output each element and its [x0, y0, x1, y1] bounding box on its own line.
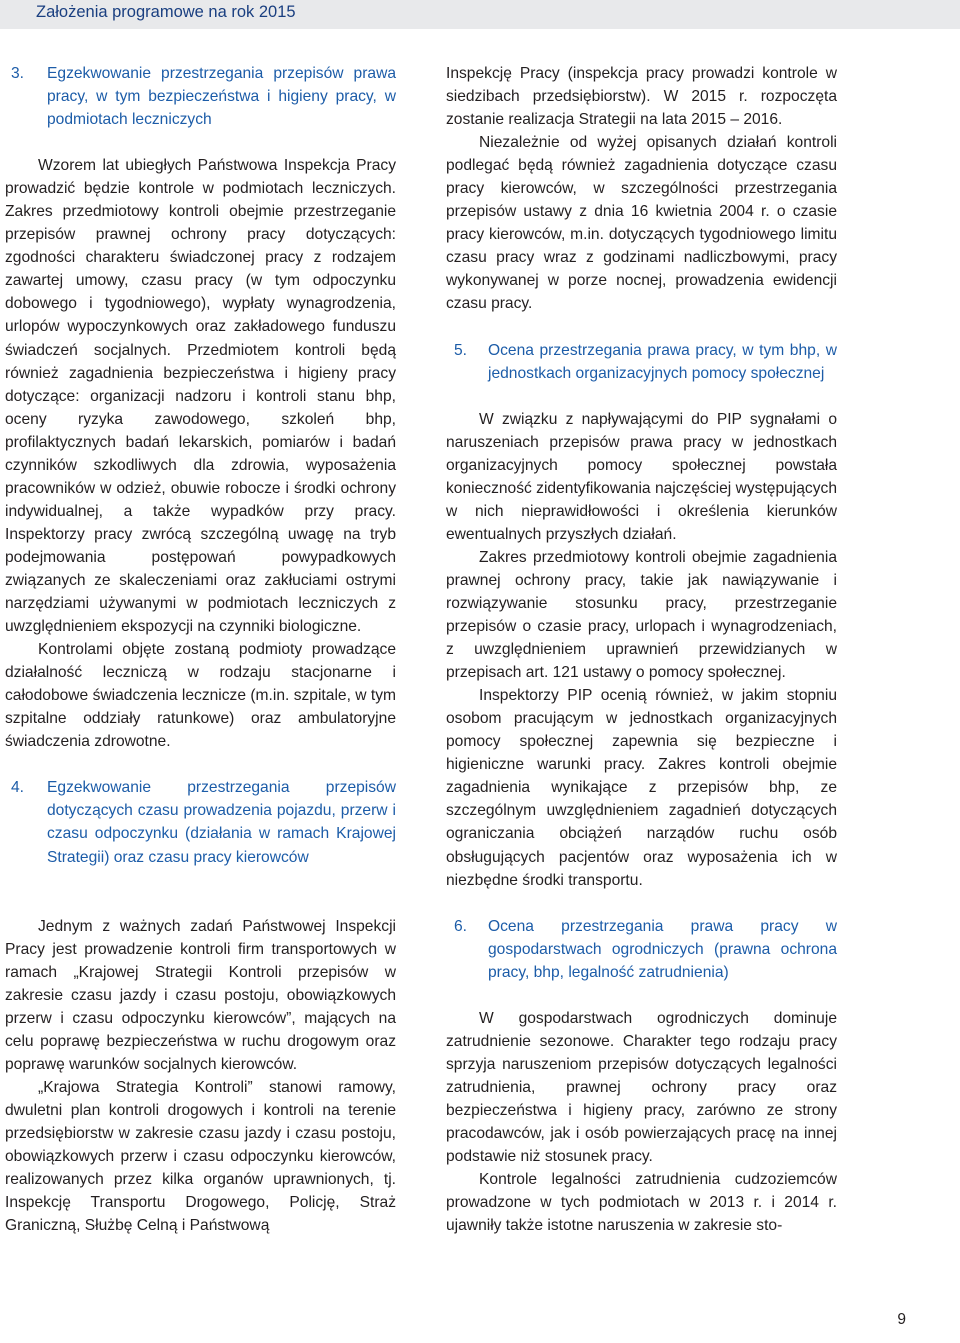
header-title: Założenia programowe na rok 2015: [36, 3, 296, 21]
section-title: Ocena przestrzegania prawa pracy, w tym bhp, w jednostkach organizacyjnych pomocy społecznej: [488, 341, 837, 382]
section-title: Egzekwowanie przestrzegania przepisów prawa pracy, w tym bezpieczeństwa i higieny pracy, w podmiotach leczniczych: [47, 65, 396, 129]
right-column: [446, 62, 837, 1237]
section-number: 3.: [11, 65, 25, 82]
section-number: 6.: [454, 917, 468, 935]
paragraph: Niezależnie od wyżej opisanych działań kontroli podlegać będą również zagadnienia dotyczące czasu pracy kierowców, w szczególności przestrzegania przepisów ustawy z dnia 16 kwietnia 2004 r. o czasie pracy kierowców, m.in. dotyczących tygodniowego limitu czasu pracy wraz z godzinami nadliczbowymi, pracy wykonywanej w porze nocnej, prowadzenia ewidencji czasu pracy.: [446, 134, 837, 313]
paragraph: Jednym z ważnych zadań Państwowej Inspekcji Pracy jest prowadzenie kontroli firm transportowych w ramach „Krajowej Strategii Kontroli przepisów w zakresie czasu jazdy i czasu postoju, obowiązkowych przerw i czasu odpoczynku kierowców”, mających na celu poprawę bezpieczeństwa w ruchu drogowym oraz poprawę warunków socjalnych kierowców.: [5, 917, 396, 1073]
section-title: Egzekwowanie przestrzegania przepisów dotyczących czasu prowadzenia pojazdu, przerw i czasu odpoczynku (działania w ramach Krajowej Strategii) oraz czasu pracy kierowców: [47, 779, 396, 866]
paragraph: W związku z napływającymi do PIP sygnałami o naruszeniach przepisów prawa pracy w jednostkach organizacyjnych pomocy społecznej powstała konieczność zidentyfikowania najczęściej występujących w nich nieprawidłowości i określenia kierunków ewentualnych przyszłych działań.: [446, 410, 837, 543]
section-4-heading: [5, 776, 396, 868]
section-number: 4.: [11, 779, 25, 797]
section-3-heading: [5, 62, 396, 131]
paragraph: Inspektorzy PIP ocenią również, w jakim stopniu osobom pracującym w jednostkach organizacyjnych pomocy społecznej zapewnia się bezpieczne i higieniczne warunki pracy. Zakres kontroli obejmie zagadnienia wynikające z przepisów bhp, ze szczególnym uwzględnieniem zagadnień dotyczących ograniczania obciążeń narządów ruchu osób obsługujących pacjentów oraz wyposażenia ich w niezbędne środki transportu.: [446, 687, 837, 889]
page-number: 9: [897, 1311, 906, 1328]
paragraph: „Krajowa Strategia Kontroli” stanowi ramowy, dwuletni plan kontroli drogowych i kontroli na terenie przedsiębiorstw w zakresie czasu jazdy i czasu postoju, obowiązkowych przerw i czasu odpoczynku kierowców, realizowanych przez kilka organów uprawnionych, tj. Inspekcję Transportu Drogowego, Policję, Straż Graniczną, Służbę Celną i Państwową: [5, 1078, 396, 1235]
section-title: Ocena przestrzegania prawa pracy w gospodarstwach ogrodniczych (prawna ochrona pracy, bhp, legalność zatrudnienia): [488, 917, 837, 981]
paragraph: Zakres przedmiotowy kontroli obejmie zagadnienia prawnej ochrony pracy, takie jak nawiązywanie i rozwiązywanie stosunku pracy, przestrzeganie przepisów o czasie pracy, urlopach i wynagrodzeniach, z uwzględnieniem uprawnień przewidzianych w przepisach art. 121 ustawy o pomocy społecznej.: [446, 548, 837, 682]
section-number: 5.: [454, 341, 468, 359]
paragraph: Kontrole legalności zatrudnienia cudzoziemców prowadzone w tych podmiotach w 2013 r. i 2014 r. ujawniły także istotne naruszenia w zakresie sto-: [446, 1171, 837, 1235]
paragraph: Kontrolami objęte zostaną podmioty prowadzące działalność leczniczą w rodzaju stacjonarne i całodobowe świadczenia lecznicze (m.in. szpitale, w tym szpitalne oddziały ratunkowe) oraz ambulatoryjne świadczenia zdrowotne.: [5, 641, 396, 751]
section-5-heading: [446, 339, 837, 385]
left-column: [5, 62, 396, 1237]
paragraph: Wzorem lat ubiegłych Państwowa Inspekcja Pracy prowadzić będzie kontrole w podmiotach leczniczych. Zakres przedmiotowy kontroli obejmie przestrzeganie przepisów prawnej ochrony pracy dotyczących: zgodności charakteru świadczonej pracy z rodzajem zawartej umowy, czasu pracy (w tym odpoczynku dobowego i tygodniowego), wypłaty wynagrodzenia, urlopów wypoczynkowych oraz zakładowego funduszu świadczeń socjalnych. Przedmiotem kontroli będą również zagadnienia bezpieczeństwa i higieny pracy dotyczące: organizacji nadzoru i kontroli stanu bhp, oceny ryzyka zawodowego, szkoleń bhp, profilaktycznych badań lekarskich, pomiarów i badań czynników szkodliwych dla zdrowia, wyposażenia pracowników w odzież, obuwie robocze i środki ochrony indywidualnej, a także wypadków przy pracy. Inspektorzy pracy zwrócą szczególną uwagę na tryb podejmowania postępowań powypadkowych związanych ze skaleczeniami oraz zakłuciami ostrymi narzędziami używanymi w podmiotach leczniczych z uwzględnieniem ekspozycji na czynniki biologiczne.: [5, 157, 396, 636]
page-header: [0, 0, 960, 29]
section-6-heading: [446, 915, 837, 984]
paragraph: W gospodarstwach ogrodniczych dominuje zatrudnienie sezonowe. Charakter tego rodzaju pracy sprzyja naruszeniom przepisów dotyczących legalności zatrudnienia, prawnej ochrony pracy oraz bezpieczeństwa i higieny pracy, zarówno ze strony pracodawców, jak i osób powierzających pracę na innej podstawie niż stosunek pracy.: [446, 1009, 837, 1166]
paragraph: Inspekcję Pracy (inspekcja pracy prowadzi kontrole w siedzibach przedsiębiorstw). W 2015 r. rozpoczęta zostanie realizacja Strategii na lata 2015 – 2016.: [446, 65, 837, 129]
